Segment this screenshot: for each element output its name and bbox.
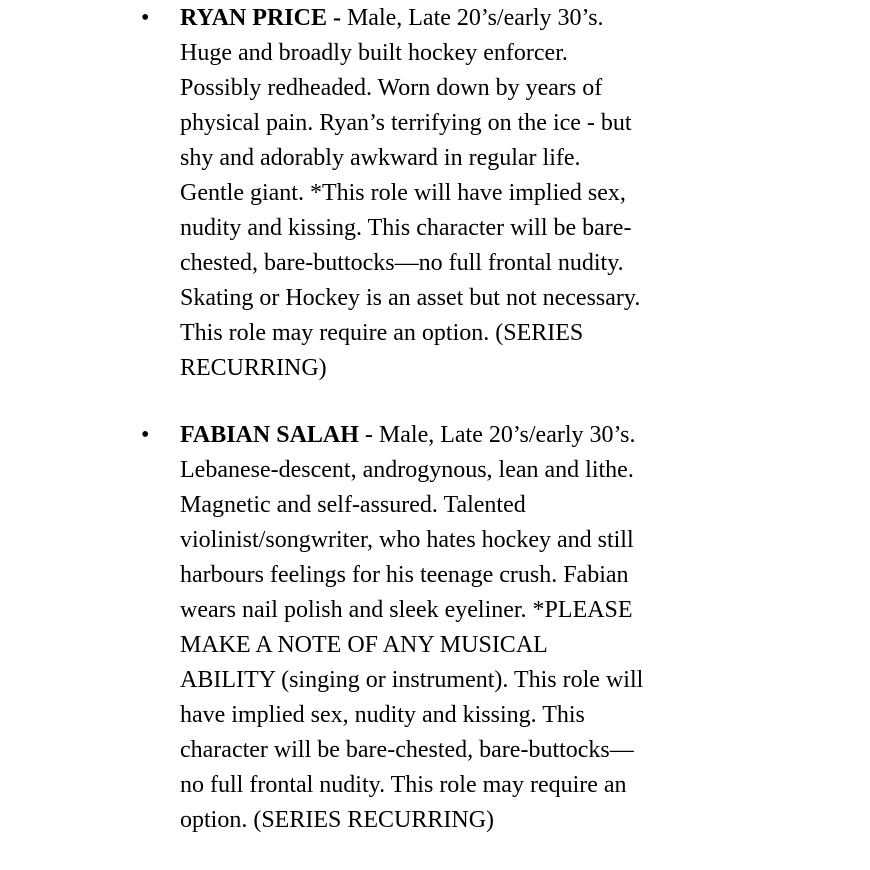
role-description-line: chested, bare-buttocks—no full frontal nudity. (180, 250, 624, 276)
role-description-line: MAKE A NOTE OF ANY MUSICAL (180, 632, 548, 658)
role-description-line: violinist/songwriter, who hates hockey and still (180, 527, 634, 553)
role-description-line: Gentle giant. *This role will have implied sex, (180, 180, 626, 206)
role-name: RYAN PRICE - (180, 5, 341, 31)
role-description-line: physical pain. Ryan’s terrifying on the ice - but (180, 110, 632, 136)
role-description-line: ABILITY (singing or instrument). This role will (180, 667, 644, 693)
role-name: FABIAN SALAH (180, 422, 359, 448)
role-description-line: have implied sex, nudity and kissing. This (180, 702, 585, 728)
role-description-line: character will be bare-chested, bare-buttocks— (180, 737, 634, 763)
role-entry-ryan-price (0, 1, 870, 386)
role-description-line: Skating or Hockey is an asset but not necessary. (180, 285, 641, 311)
role-description-line: Huge and broadly built hockey enforcer. (180, 40, 568, 66)
bullet-icon: • (141, 422, 150, 448)
role-heading-line (180, 1, 870, 36)
role-description-line: RECURRING) (180, 355, 327, 381)
role-description-line: harbours feelings for his teenage crush. Fabian (180, 562, 629, 588)
role-heading-rest: Male, Late 20’s/early 30’s. (340, 5, 604, 31)
role-description-line: Magnetic and self-assured. Talented (180, 492, 526, 518)
role-description-line: wears nail polish and sleek eyeliner. *PLEASE (180, 597, 633, 623)
role-entry-fabian-salah (0, 418, 870, 838)
role-description-line: Possibly redheaded. Worn down by years of (180, 75, 603, 101)
role-description-line: This role may require an option. (SERIES (180, 320, 584, 346)
role-description-line: option. (SERIES RECURRING) (180, 807, 495, 833)
bullet-icon: • (141, 5, 150, 31)
role-heading-line (180, 418, 870, 453)
role-description-line: shy and adorably awkward in regular life. (180, 145, 581, 171)
role-description-line: nudity and kissing. This character will be bare- (180, 215, 632, 241)
role-description-line: Lebanese-descent, androgynous, lean and lithe. (180, 457, 634, 483)
role-heading-rest: - Male, Late 20’s/early 30’s. (358, 422, 636, 448)
role-description-line: no full frontal nudity. This role may require an (180, 772, 627, 798)
